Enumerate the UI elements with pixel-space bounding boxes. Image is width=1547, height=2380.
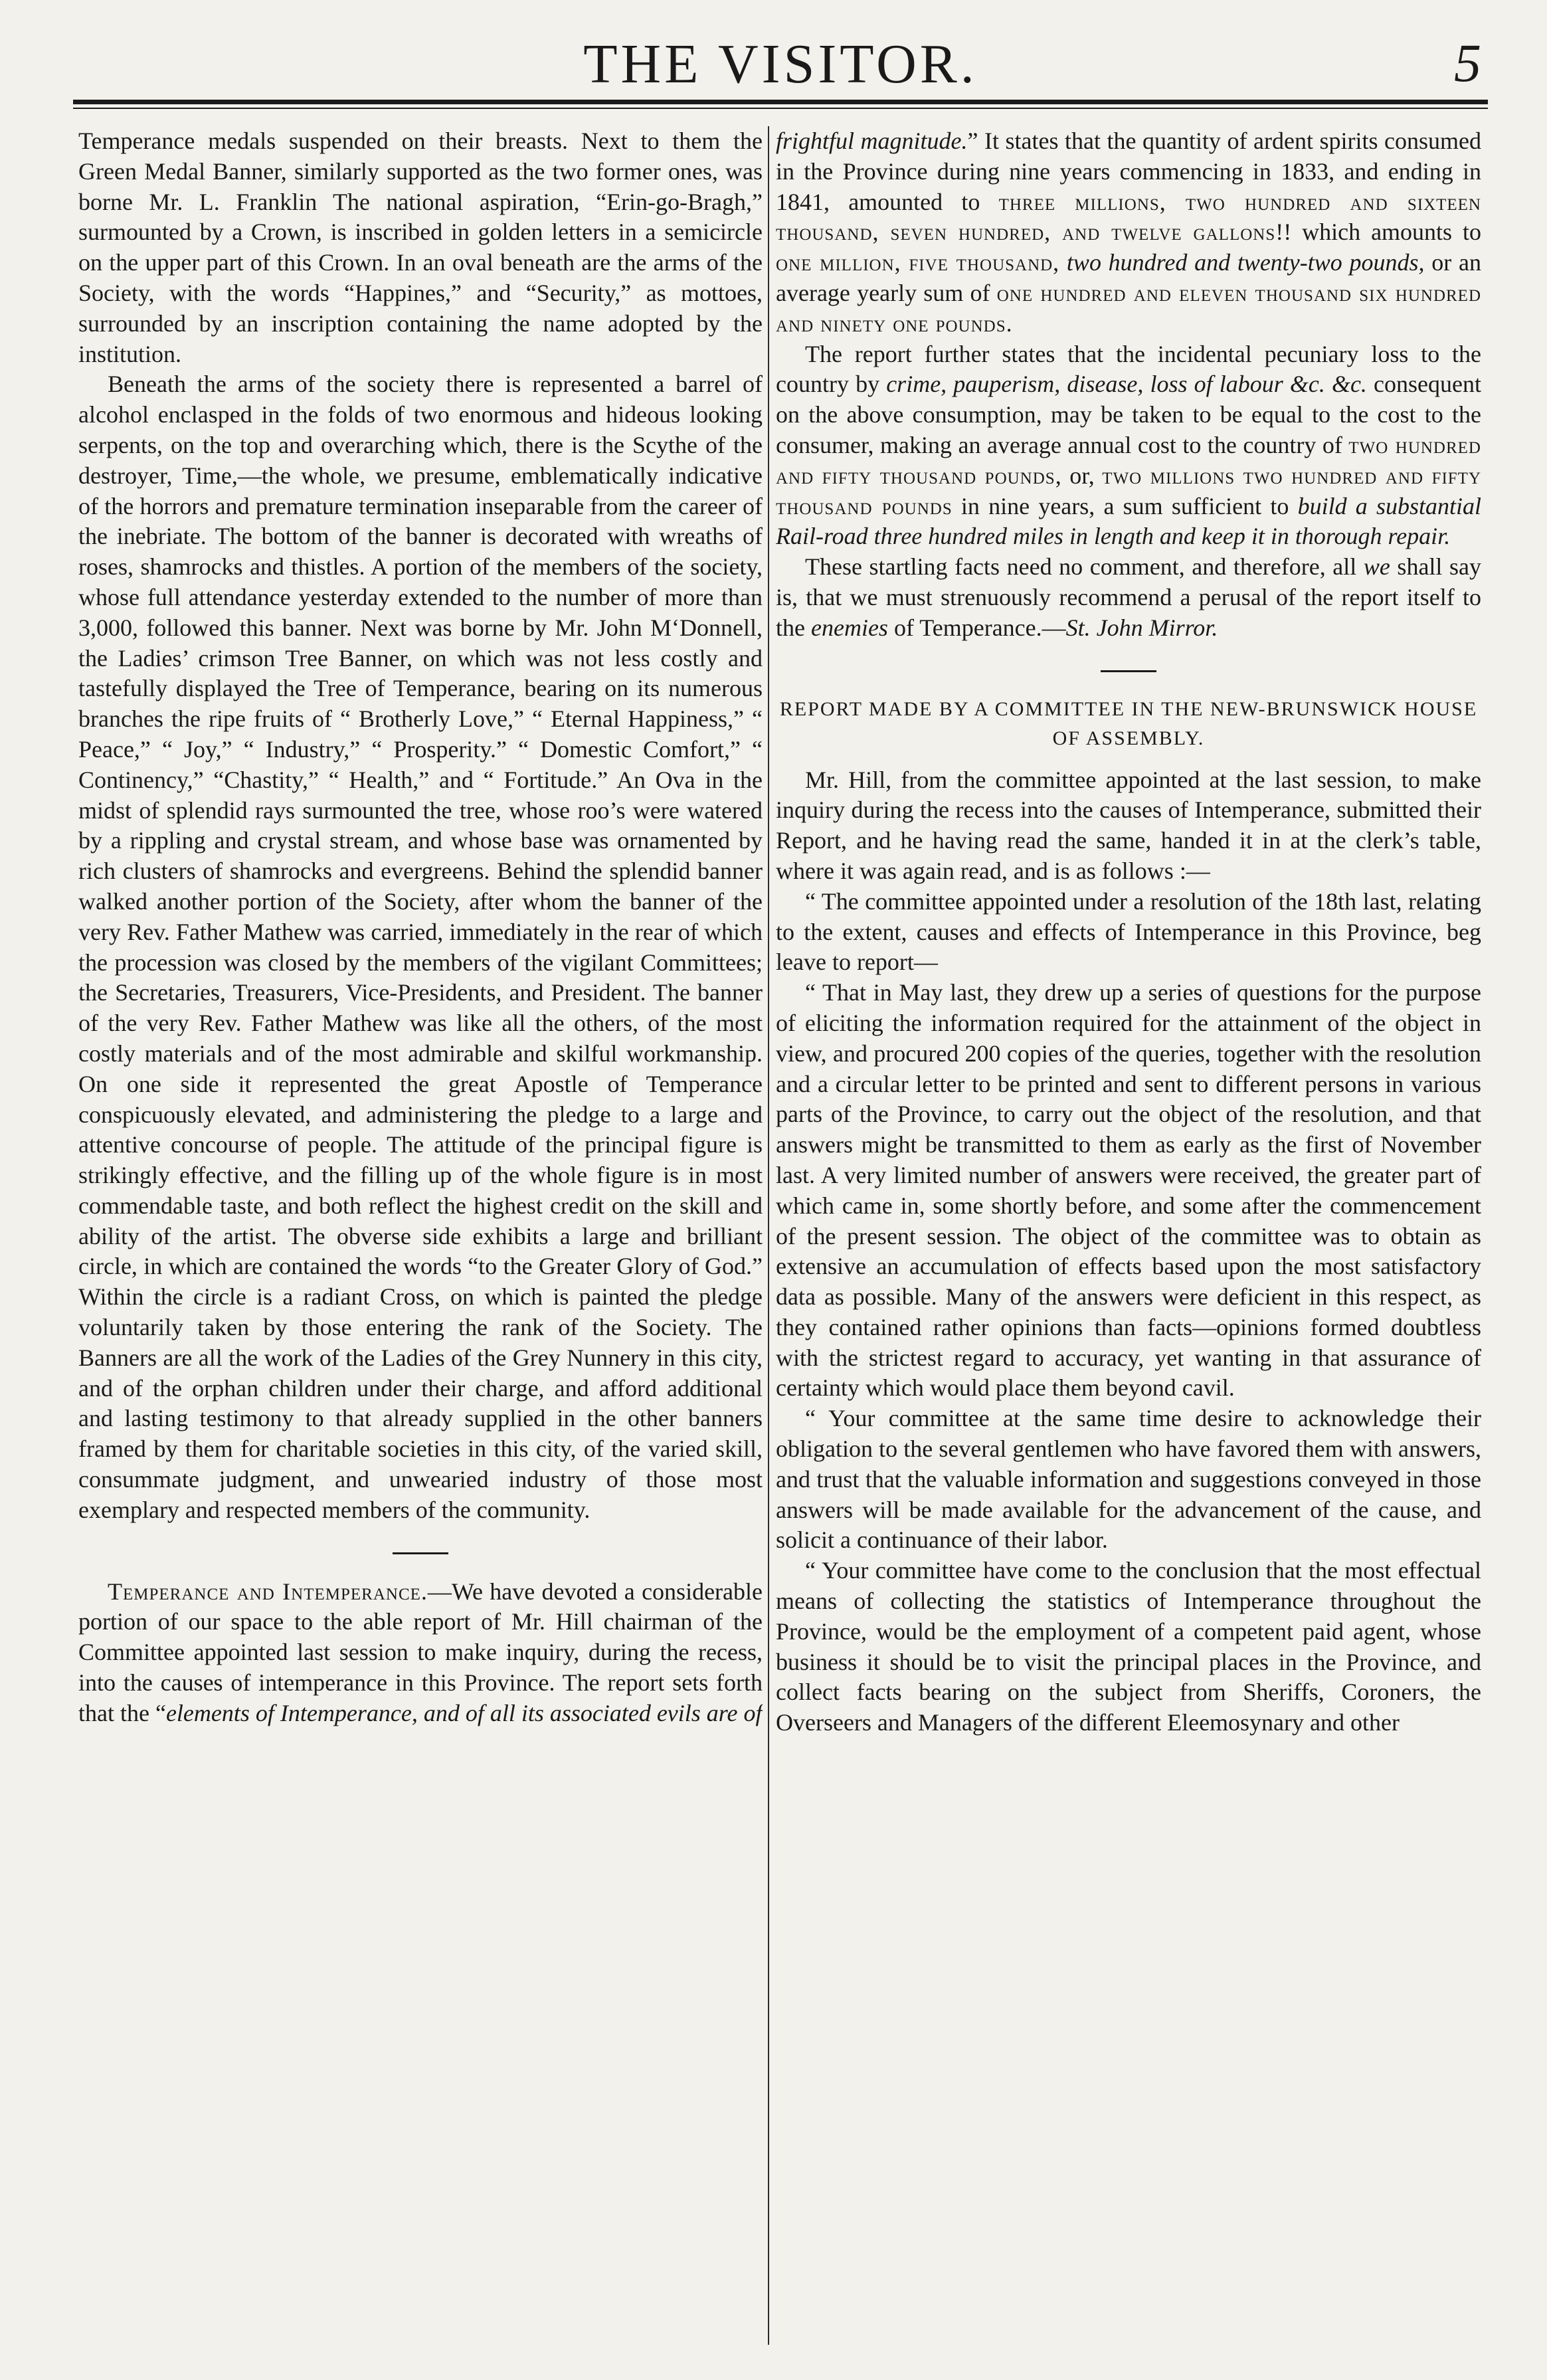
spirits-paragraph xyxy=(776,126,1481,339)
right-column xyxy=(776,126,1481,2345)
section-text: —We have devoted a considerable portion of our space to the able report of Mr. Hill chairman of the Committee appointed last session to make inquiry, during the recess, into the causes of intemperance in this Province. The report sets forth that the “ xyxy=(78,1578,763,1726)
article-separator xyxy=(1101,670,1156,672)
column-separator xyxy=(393,1552,448,1554)
text-run: These startling facts need no comment, and therefore, all xyxy=(805,553,1364,581)
text-run: !! which amounts to xyxy=(1275,219,1481,246)
serpent-banner-paragraph: Beneath the arms of the society there is represented a barrel of alcohol enclasped in the folds of two enormous and hideous looking serpents, on the top and overarching which, there is the Scythe of the destroyer, Time,—the whole, we presume, emblematically indicative of the horrors and premature termination inseparable from the career of the inebriate. The bottom of the banner is decorated with wreaths of roses, shamrocks and thistles. A portion of the members of the society, whose full attendance yesterday extended to the number of more than 3,000, followed this banner. Next was borne by Mr. John M‘Donnell, the Ladies’ crimson Tree Banner, on which was not less costly and tastefully displayed the Tree of Temperance, bearing on its numerous branches the ripe fruits of “ Brotherly Love,” “ Eternal Happiness,” “ Peace,” “ Joy,” “ Industry,” “ Prosperity.” “ Domestic Comfort,” “ Continency,” “Chastity,” “ Health,” and “ Fortitude.” An Ova in the midst of splendid rays surmounted the tree, whose roo’s were watered by a rippling and crystal stream, and whose base was ornamented by rich clusters of shamrocks and evergreens. Behind the splendid banner walked another portion of the Society, after whom the banner of the very Rev. Father Mathew was carried, immediately in the rear of which the procession was closed by the members of the vigilant Committees; the Secretaries, Treasurers, Vice-Presidents, and President. The banner of the very Rev. Father Mathew was like all the others, of the most costly materials and of the most admirable and skilful workmanship. On one side it represented the great Apostle of Temperance conspicuously elevated, and administering the pledge to a large and attentive concourse of people. The attitude of the principal figure is strikingly effective, and the filling up of the whole figure is in most commendable taste, and both reflect the highest credit on the skill and ability of the artist. The obverse side exhibits a large and brilliant circle, in which are contained the words “to the Greater Glory of God.” Within the circle is a radiant Cross, on which is painted the pledge voluntarily taken by those entering the rank of the Society. The Banners are all the work of the Ladies of the Grey Nunnery in this city, and of the orphan children under their charge, and afford additional and lasting testimony to that already supplied in the other banners framed by them for charitable societies in this city, of the varied skill, consummate judgment, and unwearied industry of those most exemplary and respected members of the community. xyxy=(78,371,763,1523)
report-questions-paragraph: “ That in May last, they drew up a series of questions for the purpose of eliciting the information required for the attainment of the object in view, and procured 200 copies of the queries, together with the resolution and a circular letter to be printed and sent to different persons in various parts of the Province, to carry out the object of the resolution, and that answers might be transmitted to them as early as the first of November last. A very limited number of answers were received, the greater part of which came in, some shortly before, and some after the commencement of the present session. The object of the committee was to obtain as extensive an accumulation of effects based upon the most satisfactory data as possible. Many of the answers were deficient in this respect, as they contained rather opinions than facts—opinions formed doubtless with the strictest regard to accuracy, yet wanting in that assurance of certainty which would place them beyond cavil. xyxy=(776,979,1481,1402)
text-run: The report further states that the incidental pecuniary loss to the country by xyxy=(776,340,1481,398)
source-attribution: St. John Mirror. xyxy=(1065,614,1218,641)
report-acknowledge-paragraph: “ Your committee at the same time desire to acknowledge their obligation to the several gentlemen who have favored them with answers, and trust that the valuable information and suggestions conveyed in those answers will be made available for the advancement of the cause, and solicit a continuance of their labor. xyxy=(776,1405,1481,1554)
banner-paragraph: Temperance medals suspended on their breasts. Next to them the Green Medal Banner, similarly supported as the two former ones, was borne Mr. L. Franklin The national aspiration, “Erin-go-Bragh,” surmounted by a Crown, is inscribed in golden letters in a semicircle on the upper part of this Crown. In an oval beneath are the arms of the Society, with the words “Happines,” and “Security,” as mottoes, surrounded by an inscription containing the name adopted by the institution. xyxy=(78,128,763,367)
report-committee-paragraph: “ The committee appointed under a resolution of the 18th last, relating to the extent, causes and effects of Intemperance in this Province, beg leave to report— xyxy=(776,887,1481,976)
italic-phrase: two hundred and twenty-two pounds, xyxy=(1059,249,1425,276)
column-divider xyxy=(768,126,769,2345)
report-intro-paragraph: Mr. Hill, from the committee appointed at the last session, to make inquiry during the recess into the causes of Intemperance, submitted their Report, and he having read the same, handed it in at the clerk’s table, where it was again read, and is as follows :— xyxy=(776,766,1481,884)
small-caps-run: one million, five thousand, xyxy=(776,249,1060,276)
small-caps-run: three millions, two hundred and sixteen thousand, seven hundred, and twelve gallons xyxy=(776,188,1481,246)
section-lead: Temperance and Intemperance. xyxy=(108,1578,428,1605)
italic-phrase: frightful magnitude. xyxy=(776,128,968,154)
italic-phrase: we xyxy=(1363,553,1390,581)
small-caps-run: two millions two hundred and fifty thousand pounds xyxy=(776,462,1481,519)
newspaper-title: THE VISITOR. xyxy=(583,33,978,95)
italic-phrase: crime, pauperism, disease, loss of labour &c. &c. xyxy=(886,371,1367,398)
report-conclusion-paragraph: “ Your committee have come to the conclusion that the most effectual means of collecting the statistics of Intemperance throughout the Province, would be the employment of a competent paid agent, whose business it should be to visit the principal places in the Province, and collect facts bearing on the subject from Sheriffs, Coroners, the Overseers and Managers of the different Eleemosynary and other xyxy=(776,1557,1481,1736)
masthead-rule-thin xyxy=(73,108,1488,109)
section-italic: elements of Intemperance, and of all its associated evils are of xyxy=(165,1699,763,1726)
text-run: consequent on the above consumption, may be taken to be equal to the cost to the consumer, making an average annual cost to the country of xyxy=(776,371,1481,458)
left-column xyxy=(78,126,763,2345)
temperance-intemperance-paragraph xyxy=(78,1577,763,1729)
text-run: ” It states that the quantity of ardent spirits consumed in the Province during nine years commencing in 1833, and ending in 1841, amounted to xyxy=(776,128,1481,215)
startling-facts-paragraph xyxy=(776,552,1481,643)
pecuniary-loss-paragraph xyxy=(776,339,1481,553)
text-run: or, xyxy=(1061,462,1103,489)
masthead xyxy=(73,25,1488,98)
text-run: or an average yearly sum of xyxy=(776,249,1481,306)
page-number: 5 xyxy=(1454,33,1481,93)
text-run: shall say is, that we must strenuously recommend a perusal of the report itself to the xyxy=(776,553,1481,641)
masthead-rule-thick xyxy=(73,100,1488,104)
italic-phrase: enemies xyxy=(810,614,888,641)
small-caps-run: two hundred and fifty thousand pounds, xyxy=(776,431,1481,489)
text-run: in nine years, a sum sufficient to xyxy=(952,492,1298,519)
text-run: of Temperance.— xyxy=(887,614,1066,641)
report-heading: REPORT MADE BY A COMMITTEE IN THE NEW-BRUNSWICK HOUSE OF ASSEMBLY. xyxy=(779,697,1478,749)
small-caps-run: one hundred and eleven thousand six hundred and ninety one pounds. xyxy=(776,279,1481,337)
italic-phrase: build a substantial Rail-road three hundred miles in length and keep it in thorough repair. xyxy=(776,492,1481,550)
